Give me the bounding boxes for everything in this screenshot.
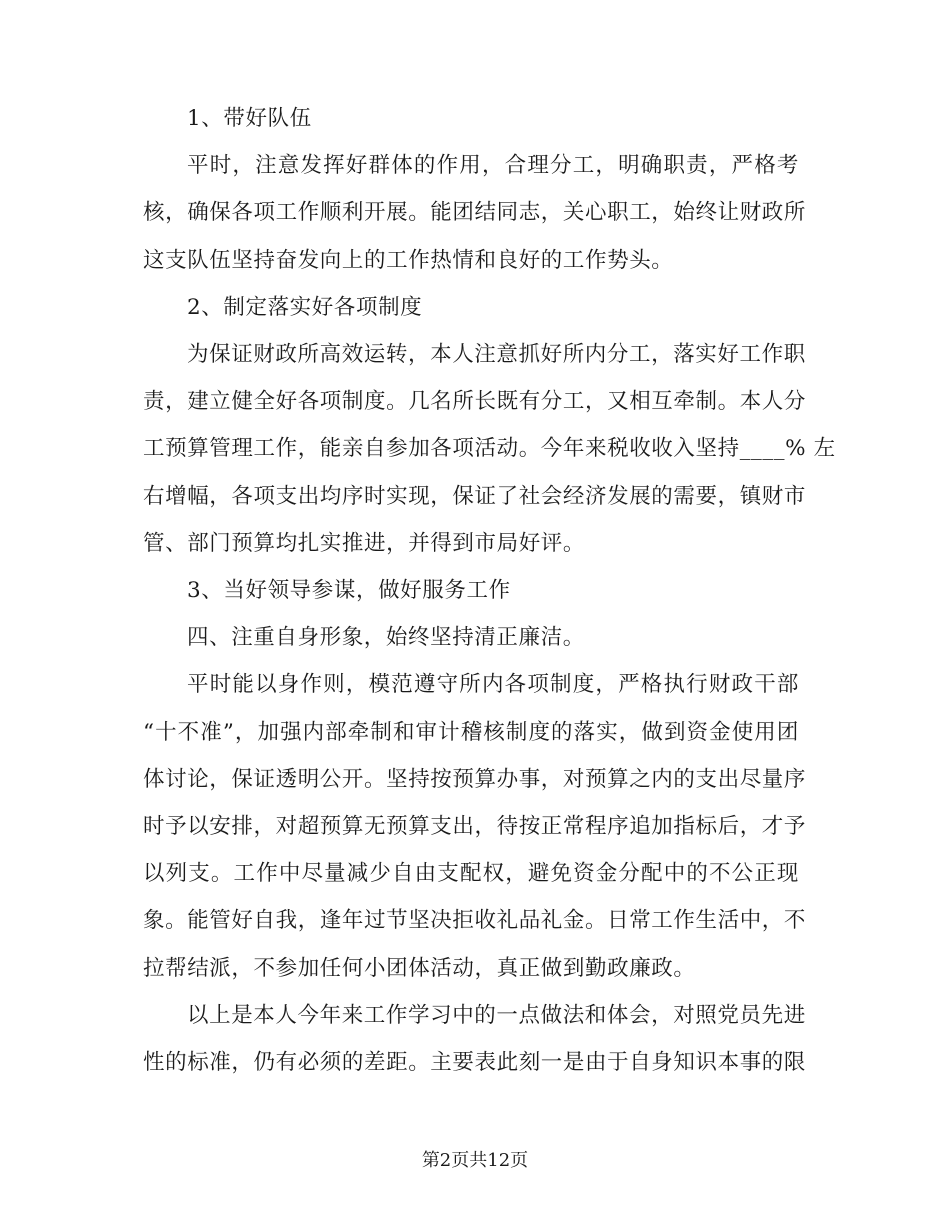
text-line: 3、当好领导参谋，做好服务工作 bbox=[187, 578, 511, 604]
text-line: 平时，注意发挥好群体的作用，合理分工，明确职责，严格考 bbox=[187, 153, 799, 179]
page-number-footer: 第2页共12页 bbox=[421, 1150, 529, 1171]
text-line: 这支队伍坚持奋发向上的工作热情和良好的工作势头。 bbox=[143, 247, 674, 273]
text-line: 以上是本人今年来工作学习中的一点做法和体会，对照党员先进 bbox=[187, 1002, 806, 1028]
text-line: 以列支。工作中尽量减少自由支配权，避免资金分配中的不公正现 bbox=[143, 861, 799, 887]
text-line: 2、制定落实好各项制度 bbox=[187, 294, 423, 320]
text-line: 体讨论，保证透明公开。坚持按预算办事，对预算之内的支出尽量序 bbox=[143, 766, 807, 792]
text-line: 平时能以身作则，模范遵守所内各项制度，严格执行财政干部 bbox=[187, 672, 799, 698]
text-line: 核，确保各项工作顺利开展。能团结同志，关心职工，始终让财政所 bbox=[143, 200, 807, 226]
text-line: 1、带好队伍 bbox=[187, 106, 312, 131]
text-line: 拉帮结派，不参加任何小团体活动，真正做到勤政廉政。 bbox=[143, 955, 696, 981]
document-body bbox=[143, 95, 836, 1086]
section-heading-3 bbox=[143, 567, 799, 614]
text-line: 性的标准，仍有必须的差距。主要表此刻一是由于自身知识本事的限 bbox=[143, 1050, 807, 1076]
paragraph-3 bbox=[143, 661, 807, 991]
section-heading-2 bbox=[143, 284, 799, 331]
paragraph-4 bbox=[143, 992, 807, 1086]
section-heading-1 bbox=[143, 95, 799, 142]
section-heading-4 bbox=[143, 614, 799, 661]
text-line: 责，建立健全好各项制度。几名所长既有分工，又相互牵制。本人分 bbox=[143, 389, 807, 415]
text-line: 四、注重自身形象，始终坚持清正廉洁。 bbox=[187, 625, 585, 651]
text-line: 右增幅，各项支出均序时实现，保证了社会经济发展的需要，镇财市 bbox=[143, 483, 807, 509]
text-line: 为保证财政所高效运转，本人注意抓好所内分工，落实好工作职 bbox=[187, 342, 806, 368]
text-line: 管、部门预算均扎实推进，并得到市局好评。 bbox=[143, 530, 586, 556]
text-line: “十不准”，加强内部牵制和审计稽核制度的落实，做到资金使用团 bbox=[143, 719, 799, 745]
paragraph-1 bbox=[143, 142, 807, 284]
paragraph-2 bbox=[143, 331, 836, 567]
text-line: 时予以安排，对超预算无预算支出，待按正常程序追加指标后，才予 bbox=[143, 814, 807, 840]
text-line: 工预算管理工作，能亲自参加各项活动。今年来税收收入坚持____% 左 bbox=[143, 436, 836, 462]
text-line: 象。能管好自我，逢年过节坚决拒收礼品礼金。日常工作生活中，不 bbox=[143, 908, 807, 934]
